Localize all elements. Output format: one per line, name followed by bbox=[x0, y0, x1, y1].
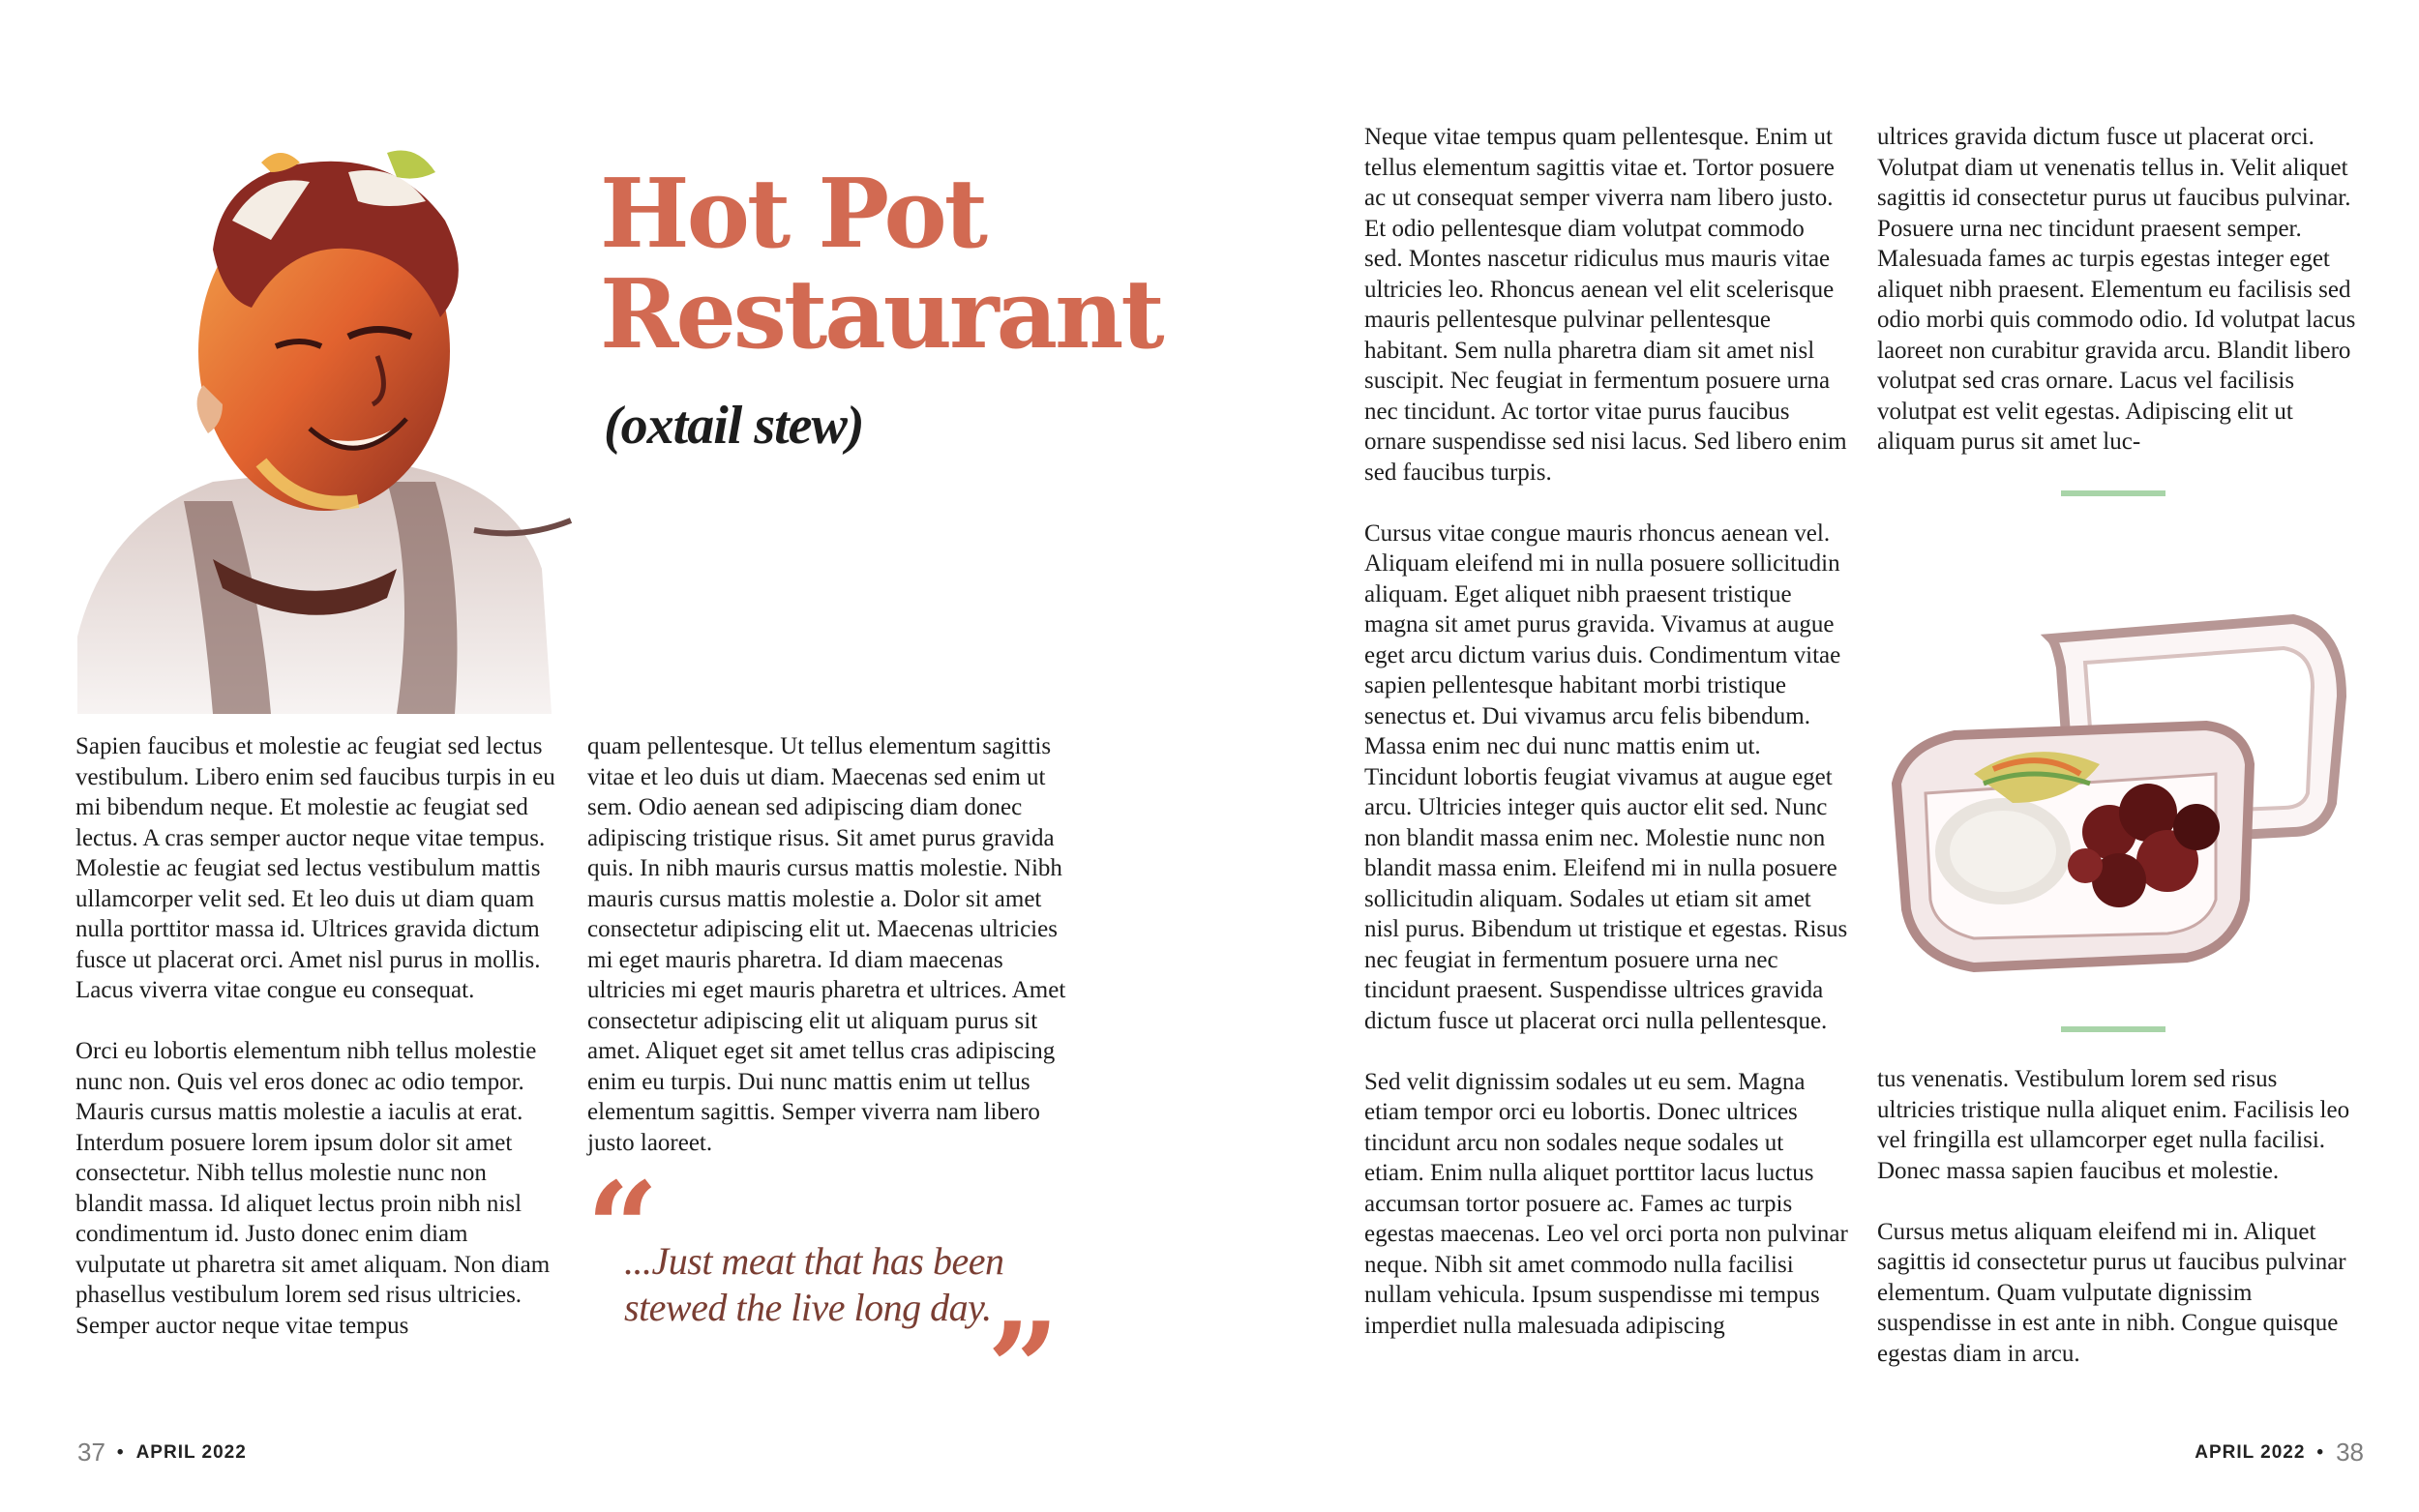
left-column-1 bbox=[75, 731, 559, 1341]
oxtail-stew-container-illustration bbox=[1877, 609, 2361, 996]
divider-rule-bottom bbox=[2061, 1026, 2165, 1032]
article-title bbox=[600, 159, 1162, 371]
paragraph: Orci eu lobortis elementum nibh tellus molestie nunc non. Quis vel eros donec ac odio tempor. Mauris cursus mattis molestie a iaculis at erat. Interdum posuere lorem ipsum dolor sit amet consectetur. Nibh tellus molestie nunc non blandit massa. Id aliquet lectus proin nibh nisl condimentum id. Justo donec enim diam vulputate ut pharetra sit amet aliquam. Non diam phasellus vestibulum lorem sed risus ultricies. Semper auctor neque vitae tempus bbox=[75, 1038, 551, 1339]
pull-quote: ...Just meat that has been stewed the live long day. bbox=[624, 1239, 1004, 1329]
folio-bullet: • bbox=[116, 1441, 125, 1463]
close-quote-mark: ” bbox=[987, 1294, 1060, 1442]
title-line-1: Hot Pot bbox=[600, 159, 986, 270]
right-folio bbox=[2195, 1438, 2364, 1468]
right-column-1 bbox=[1364, 122, 1848, 1341]
article-subtitle: (oxtail stew) bbox=[604, 396, 864, 456]
left-issue-date: APRIL 2022 bbox=[135, 1441, 247, 1463]
right-column-2-bottom bbox=[1877, 1064, 2361, 1369]
right-issue-date: APRIL 2022 bbox=[2195, 1441, 2306, 1463]
paragraph: Cursus vitae congue mauris rhoncus aenean vel. Aliquam eleifend mi in nulla posuere sollicitudin aliquam. Eget aliquet nibh praesent tristique magna sit amet purus gravida. Vivamus at augue eget arcu dictum varius duis. Condimentum vitae sapien pellentesque habitant morbi tristique senectus et. Dui vivamus arcu felis bibendum. Massa enim nec dui nunc mattis enim ut. Tincidunt lobortis feugiat vivamus at augue eget arcu. Ultricies integer quis auctor elit sed. Nunc non blandit massa enim nec. Molestie nunc non blandit massa enim. Eleifend mi in nulla posuere sollicitudin aliquam. Sodales ut etiam sit amet nisl purus. Bibendum ut tristique et egestas. Risus nec feugiat in fermentum posuere urna nec tincidunt praesent. Suspendisse ultrices gravida dictum fusce ut placerat orci nulla pellentesque. bbox=[1364, 519, 1848, 1034]
left-page-number: 37 bbox=[77, 1438, 105, 1467]
right-column-2-top bbox=[1877, 122, 2361, 458]
paragraph: Sed velit dignissim sodales ut eu sem. Magna etiam tempor orci eu lobortis. Donec ultrices tincidunt arcu non sodales neque sodales ut etiam. Enim nulla aliquet porttitor lacus luctus accumsan tortor posuere ac. Fames ac turpis egestas maecenas. Leo vel orci porta non pulvinar neque. Nibh sit amet commodo nulla facilisi nullam vehicula. Ipsum suspendisse mi tempus imperdiet nulla malesuada adipiscing bbox=[1364, 1068, 1848, 1339]
right-page-number: 38 bbox=[2336, 1438, 2364, 1467]
open-quote-mark: “ bbox=[586, 1154, 659, 1302]
chef-portrait-illustration bbox=[68, 114, 610, 714]
divider-rule-top bbox=[2061, 490, 2165, 496]
right-page bbox=[1210, 0, 2419, 1512]
paragraph: Cursus metus aliquam eleifend mi in. Aliquet sagittis id consectetur purus ut faucibus pulvinar elementum. Quam vulputate dignissim suspendisse in est ante in nibh. Congue quisque egestas diam in arcu. bbox=[1877, 1218, 2346, 1367]
paragraph: Sapien faucibus et molestie ac feugiat sed lectus vestibulum. Libero enim sed faucibus turpis in eu mi bibendum neque. Et molestie ac feugiat sed lectus. A cras semper auctor neque vitae tempus. Molestie ac feugiat sed lectus vestibulum mattis ullamcorper velit sed. Et leo duis ut diam quam nulla porttitor massa id. Ultrices gravida dictum fusce ut placerat orci. Amet nisl purus in mollis. Lacus viverra vitae congue eu consequat. bbox=[75, 733, 555, 1003]
paragraph: Neque vitae tempus quam pellentesque. Enim ut tellus elementum sagittis vitae et. Tortor posuere ac ut consequat semper viverra nam libero justo. Et odio pellentesque diam volutpat commodo sed. Montes nascetur ridiculus mus mauris vitae ultricies leo. Rhoncus aenean vel elit scelerisque mauris pellentesque pulvinar pellentesque habitant. Sem nulla pharetra diam sit amet nisl suscipit. Nec feugiat in fermentum posuere urna nec tincidunt. Ac tortor vitae purus faucibus ornare suspendisse sed nisi lacus. Sed libero enim sed faucibus turpis. bbox=[1364, 124, 1847, 486]
paragraph: quam pellentesque. Ut tellus elementum sagittis vitae et leo duis ut diam. Maecenas sed enim ut sem. Odio aenean sed adipiscing diam donec adipiscing tristique risus. Sit amet purus gravida quis. In nibh mauris cursus mattis molestie. Nibh mauris cursus mattis molestie a. Dolor sit amet consectetur adipiscing elit ut. Maecenas ultricies mi eget mauris pharetra. Id diam maecenas ultricies mi eget mauris pharetra et ultrices. Amet consectetur adipiscing elit ut aliquam purus sit amet. Aliquet eget sit amet tellus cras adipiscing enim eu turpis. Dui nunc mattis enim ut tellus elementum sagittis. Semper viverra nam libero justo laoreet. bbox=[587, 733, 1066, 1156]
left-column-2 bbox=[587, 731, 1071, 1158]
paragraph: ultrices gravida dictum fusce ut placerat orci. Volutpat diam ut venenatis tellus in. Velit aliquet sagittis id consectetur purus ut faucibus pulvinar. Posuere urna nec tincidunt praesent semper. Malesuada fames ac turpis egestas integer eget aliquet nibh praesent. Elementum eu facilisis sed odio morbi quis commodo odio. Id volutpat lacus laoreet non curabitur gravida arcu. Blandit libero volutpat sed cras ornare. Lacus vel facilisis volutpat est velit egestas. Adipiscing elit ut aliquam purus sit amet luc- bbox=[1877, 124, 2356, 455]
title-line-2: Restaurant bbox=[600, 259, 1162, 371]
folio-bullet: • bbox=[2316, 1441, 2325, 1463]
paragraph: tus venenatis. Vestibulum lorem sed risus ultricies tristique nulla aliquet enim. Facilisis leo vel fringilla est ullamcorper eget nulla facilisi. Donec massa sapien faucibus et molestie. bbox=[1877, 1066, 2350, 1184]
left-folio bbox=[77, 1438, 247, 1468]
